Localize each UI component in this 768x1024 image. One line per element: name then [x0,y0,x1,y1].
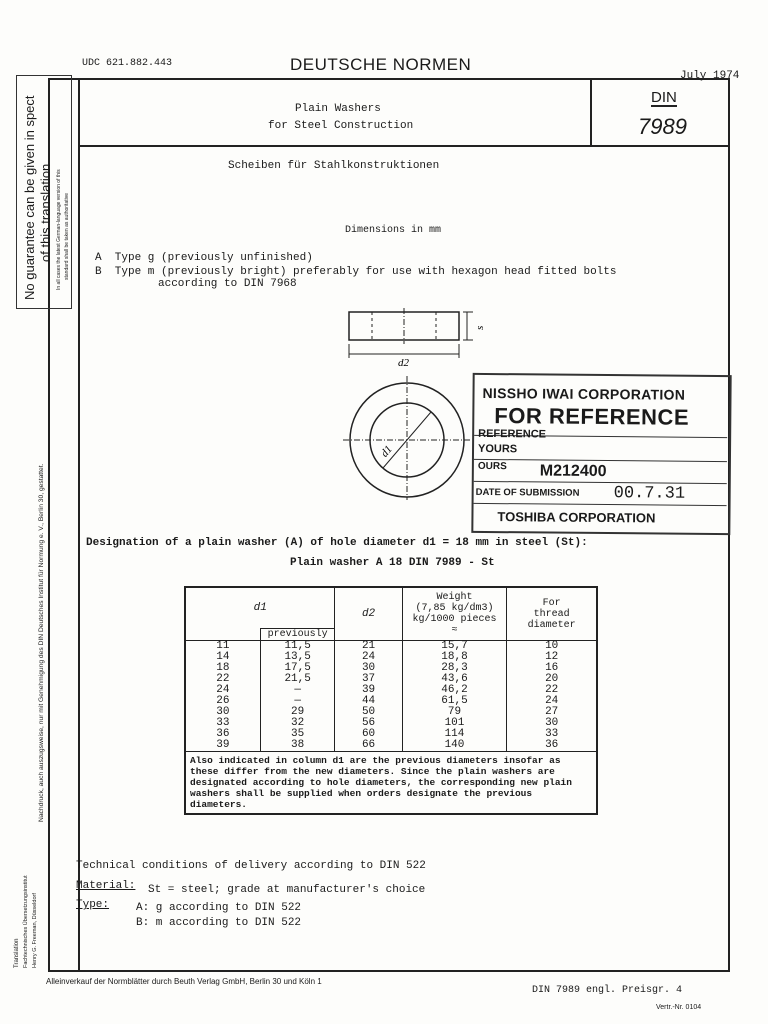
translator-2: Fachtechnisches Übersetzungsinstitut [23,875,29,968]
stamp-ours: OURS [477,460,507,473]
col-header-d1: d1 [185,587,335,629]
table-cell: 61,5 [402,696,507,707]
table-cell: 24 [507,696,597,707]
table-cell: 10 [507,641,597,653]
footer-vertr: Vertr.-Nr. 0104 [656,1004,702,1011]
table-cell: 33 [507,729,597,740]
table-row [185,685,597,696]
stamp-reference: REFERENCE [478,427,547,441]
col-header-d2: d2 [335,587,402,641]
table-cell: 66 [335,740,402,752]
table-cell: 46,2 [402,685,507,696]
table-cell: 11 [185,641,260,653]
stamp-for-reference: FOR REFERENCE [494,403,690,430]
table-cell: 39 [185,740,260,752]
type-line-a: A: g according to DIN 522 [136,902,302,914]
stamp-ours-value: M212400 [539,462,607,481]
stamp-divider-4 [474,503,727,506]
issue-date: July 1974 [680,70,740,82]
table-cell: 140 [402,740,507,752]
table-cell: 38 [260,740,335,752]
table-cell: 24 [185,685,260,696]
table-cell: 114 [402,729,507,740]
table-note: Also indicated in column d1 are the previous diameters insofar as these differ from the new diameters. Since the plain washers are designated according to hole diameters, the corresponding new plain washers shall be supplied when orders designate the previous diameters. [185,752,597,815]
table-cell: 50 [335,707,402,718]
table-cell: 44 [335,696,402,707]
table-row [185,641,597,653]
table-cell: 43,6 [402,674,507,685]
tech-conditions: Technical conditions of delivery according to DIN 522 [76,860,426,872]
table-cell: 21 [335,641,402,653]
table-cell: 15,7 [402,641,507,653]
translation-note: of this translation [38,163,53,262]
table-cell: 20 [507,674,597,685]
table-cell: 32 [260,718,335,729]
table-cell: 56 [335,718,402,729]
table-row [185,707,597,718]
table-cell: 16 [507,663,597,674]
material-text: St = steel; grade at manufacturer's choice [148,884,426,896]
col-header-d1-new [185,629,260,641]
guarantee-box [16,75,72,309]
table-cell: 22 [507,685,597,696]
stamp-divider-3 [474,481,727,484]
stamp-company: NISSHO IWAI CORPORATION [482,384,686,403]
din-label: DIN [651,89,677,106]
material-label: Material: [76,880,136,892]
d1-label: d1 [378,443,395,460]
table-cell: 18,8 [402,652,507,663]
footer-price: DIN 7989 engl. Preisgr. 4 [532,985,683,996]
table-row [185,652,597,663]
title-line-1: Plain Washers [295,103,381,115]
translator-1: Translation [14,938,20,968]
table-cell: 60 [335,729,402,740]
table-cell: 30 [335,663,402,674]
type-b-line-1: B Type m (previously bright) preferably for use with hexagon head fitted bolts [95,266,617,278]
authoritative-note-1: In all cases the latest German-language version of this [56,169,62,290]
table-cell: — [260,696,335,707]
type-line-b: B: m according to DIN 522 [136,917,302,929]
table-cell: 30 [185,707,260,718]
col-header-thread: For thread diameter [507,587,597,641]
udc-number: UDC 621.882.443 [82,58,173,69]
table-cell: 28,3 [402,663,507,674]
table-cell: 14 [185,652,260,663]
reference-stamp [471,373,731,535]
stamp-date-value: 00.7.31 [613,484,686,504]
table-row [185,718,597,729]
title-line-2: for Steel Construction [268,120,414,132]
table-cell: 21,5 [260,674,335,685]
table-cell: 101 [402,718,507,729]
german-subtitle: Scheiben für Stahlkonstruktionen [228,160,440,172]
translator-3: Henry G. Freeman, Düsseldorf [32,893,38,968]
stamp-yours: YOURS [477,442,518,456]
designation-line-2: Plain washer A 18 DIN 7989 - St [290,557,495,569]
table-row [185,674,597,685]
table-cell: 36 [185,729,260,740]
designation-line-1: Designation of a plain washer (A) of hole diameter d1 = 18 mm in steel (St): [86,537,588,549]
type-b-line-2: according to DIN 7968 [158,278,297,290]
reprint-note: Nachdruck, auch auszugsweise, nur mit Genehmigung des DIN Deutsches Institut für Normung e. V., Berlin 30, gestattet. [38,463,45,822]
table-cell: 22 [185,674,260,685]
frame-rule-left [78,78,80,972]
col-header-previously: previously [260,629,335,641]
table-row [185,663,597,674]
table-cell: 18 [185,663,260,674]
type-a-line: A Type g (previously unfinished) [95,252,313,264]
type-label: Type: [76,899,110,911]
stamp-toshiba: TOSHIBA CORPORATION [497,509,656,526]
din-number: 7989 [638,114,687,139]
table-cell: 79 [402,707,507,718]
washer-table [184,586,598,815]
table-cell: 17,5 [260,663,335,674]
d2-label: d2 [398,357,409,369]
table-cell: 13,5 [260,652,335,663]
table-cell: 37 [335,674,402,685]
table-cell: 30 [507,718,597,729]
stamp-date-label: DATE OF SUBMISSION [475,486,580,499]
table-cell: 35 [260,729,335,740]
table-cell: 29 [260,707,335,718]
table-cell: 27 [507,707,597,718]
table-row [185,729,597,740]
footer-sales: Alleinverkauf der Normblätter durch Beuth Verlag GmbH, Berlin 30 und Köln 1 [46,977,322,986]
guarantee-note: No guarantee can be given in spect [22,95,37,300]
table-cell: 33 [185,718,260,729]
col-header-weight: Weight (7,85 kg/dm3) kg/1000 pieces ≈ [402,587,507,641]
table-cell: 12 [507,652,597,663]
page-title: DEUTSCHE NORMEN [290,55,472,74]
table-cell: 26 [185,696,260,707]
stamp-divider-2 [474,459,727,462]
authoritative-note-2: standard shall be taken as authoritative [64,193,70,280]
table-cell: — [260,685,335,696]
table-cell: 39 [335,685,402,696]
table-row [185,696,597,707]
table-cell: 36 [507,740,597,752]
s-label: s [474,325,486,330]
table-cell: 11,5 [260,641,335,653]
table-cell: 24 [335,652,402,663]
dimensions-note: Dimensions in mm [345,225,442,236]
table-row [185,740,597,752]
